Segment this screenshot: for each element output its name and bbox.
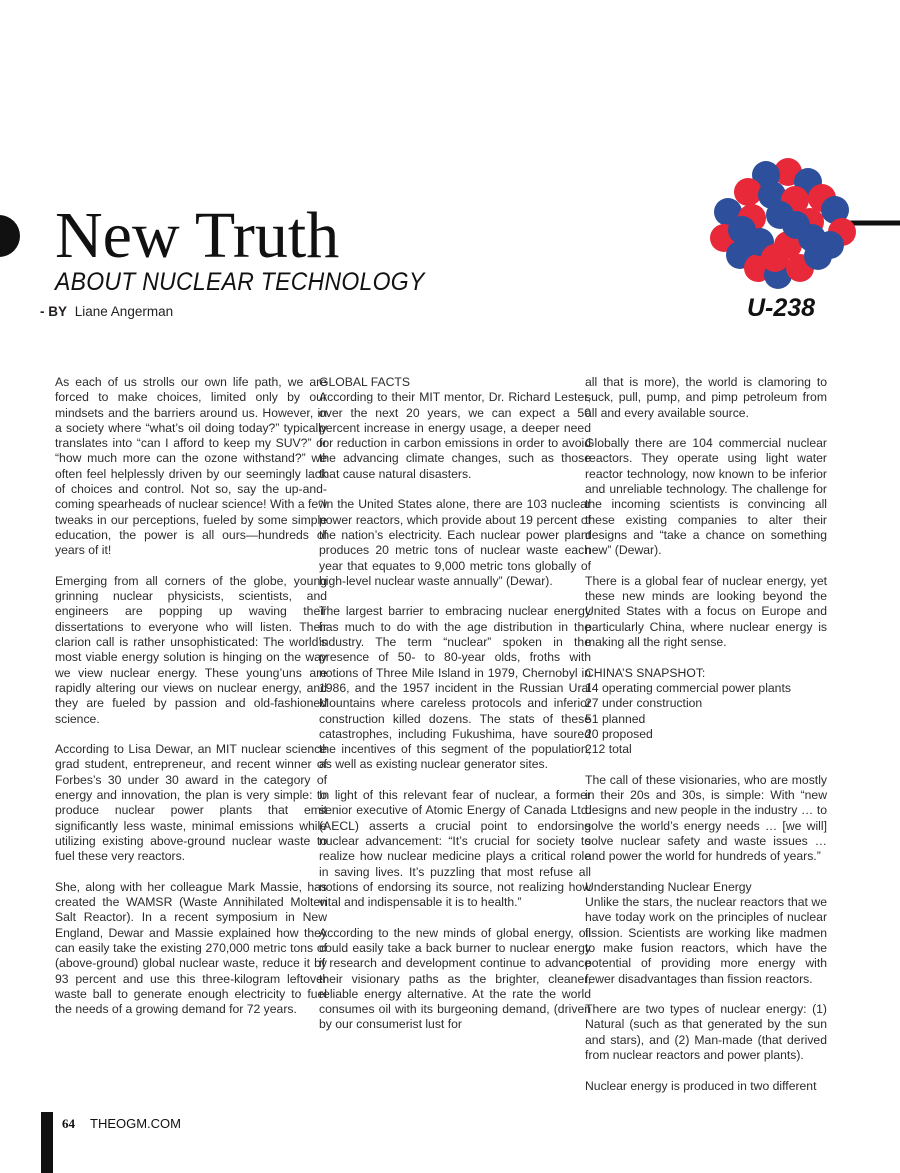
article-column-2 [319,375,591,1048]
decorative-half-circle [0,215,20,257]
paragraph: The call of these visionaries, who are mostly in their 20s and 30s, is simple: With “new designs and new people in the industry … to solve the world’s energy needs … [we will] solve nuclear safety and waste issues … and power the world for hundreds of years.” [585,772,827,864]
paragraph: Globally there are 104 commercial nuclear reactors. They operate using light water reactor technology, now known to be inferior and unreliable technology. The challenge for the incoming scientists is convincing all these existing companies to alter their designs and “take a chance on something new” (Dewar). [585,436,827,558]
proton-ball [734,178,762,206]
article-column-1 [55,375,327,1033]
section-heading-understanding: Understanding Nuclear Energy [585,879,752,894]
paragraph: According to their MIT mentor, Dr. Richard Lester, over the next 20 years, we can expect a 50 percent increase in energy usage, a deeper need for reduction in carbon emissions in order to avoid the advancing climate changes, such as those that cause natural disasters. [319,390,591,481]
article-title: New Truth [55,199,340,272]
paragraph: Unlike the stars, the nuclear reactors that we have today work on the principles of nuclear fission. Scientists are working like madmen to make fusion reactors, which have the potential of providing more energy with fewer disadvantages than fission reactors. [585,895,827,986]
china-snapshot-list [585,681,827,757]
section-heading-china-snapshot: CHINA’S SNAPSHOT: [585,665,706,680]
proton-ball [761,244,789,272]
site-url: THEOGM.COM [90,1116,181,1131]
author-name: Liane Angerman [74,304,174,319]
paragraph: The largest barrier to embracing nuclear energy has much to do with the age distribution in the industry. The term “nuclear” spoken in the presence of 50- to 80-year olds, froths with notions of Three Mile Island in 1979, Chernobyl in 1986, and the 1957 incident in the Russian Ural Mountains where careless protocols and inferior construction killed dozens. The stats of these catastrophes, including Fukushima, have soured the incentives of this segment of the population, as well as existing nuclear generator sites. [319,604,591,772]
paragraph: Nuclear energy is produced in two different [585,1078,817,1093]
paragraph: As each of us strolls our own life path, we are forced to make choices, limited only by our mindsets and the barriers around us. However, in a society where “what’s oil doing today?” typically translates into “can I afford to keep my SUV?” or “how much more can the ozone withstand?” we often feel helplessly driven by our seemingly lack of choices and control. Not so, say the up-and-coming spearheads of nuclear science! With a few tweaks in our perceptions, fueled by some simple education, the power is all ours—hundreds of years of it! [55,375,327,558]
article-subtitle: ABOUT NUCLEAR TECHNOLOGY [55,268,425,296]
atom-nucleus-icon [700,150,900,300]
paragraph: According to Lisa Dewar, an MIT nuclear science grad student, entrepreneur, and recent winner of Forbes’s 30 under 30 award in the category of energy and innovation, the plan is very simple: to produce nuclear power plants that emit significantly less waste, minimal emissions while utilizing existing above-ground nuclear waste to fuel these very reactors. [55,742,327,864]
list-item: 51 planned [585,711,646,726]
list-item: 14 operating commercial power plants [585,680,791,695]
paragraph: There are two types of nuclear energy: (1) Natural (such as that generated by the sun and stars), and (2) Man-made (that derived from nuclear reactors and power plants). [585,1002,827,1063]
list-item: 27 under construction [585,696,703,711]
neutron-ball [728,216,756,244]
paragraph: all that is more), the world is clamoring to suck, pull, pump, and pimp petroleum from all and every available source. [585,375,827,420]
neutron-ball [782,211,810,239]
isotope-label: U-238 [747,294,816,322]
paragraph: She, along with her colleague Mark Massie, has created the WAMSR (Waste Annihilated Molten Salt Reactor). In a recent symposium in New England, Dewar and Massie explained how they can easily take the existing 270,000 metric tons of (above-ground) global nuclear waste, reduce it by 93 percent and use this three-kilogram leftover waste ball to generate enough electricity to fuel the needs of a growing demand for 72 years. [55,879,327,1017]
article-column-3 [585,375,827,1109]
section-heading-global-facts: GLOBAL FACTS [319,375,410,389]
paragraph: Emerging from all corners of the globe, young grinning nuclear physicists, scientists, and engineers are popping up waving their dissertations to everyone who will listen. Their clarion call is rather unsophisticated: The world’s most viable energy solution is hinging on the way we view nuclear energy. These young’uns are rapidly altering our views on nuclear energy, and they are fueled by passion and old-fashioned science. [55,573,327,726]
paragraph: There is a global fear of nuclear energy, yet these new minds are looking beyond the United States with a focus on Europe and particularly China, where nuclear energy is making all the right sense. [585,573,827,650]
paragraph: In light of this relevant fear of nuclear, a former senior executive of Atomic Energy of Canada Ltd. (AECL) asserts a crucial point to endorsing nuclear advancement: “It’s crucial for society to realize how nuclear medicine plays a critical role in saving lives. It’s puzzling that most refuse all notions of endorsing its source, not realizing how vital and indispensable it is to health.” [319,788,591,910]
byline-prefix: - BY [40,304,67,319]
page-number: 64 [62,1116,75,1131]
footer-bar [41,1112,53,1173]
paragraph: “In the United States alone, there are 103 nuclear power reactors, which provide about 19 percent of the nation’s electricity. Each nuclear power plant produces 20 metric tons of nuclear waste each year that equates to 9,000 metric tons globally of high-level nuclear waste annually” (Dewar). [319,497,591,588]
paragraph: According to the new minds of global energy, oil could easily take a back burner to nuclear energy if research and development continue to advance their visionary paths as the brighter, cleaner, reliable energy alternative. At the rate the world consumes oil with its burgeoning demand, (driven by our consumerist lust for [319,925,591,1032]
list-item: 20 proposed [585,726,653,741]
list-item: 212 total [585,742,632,757]
byline [40,304,173,319]
